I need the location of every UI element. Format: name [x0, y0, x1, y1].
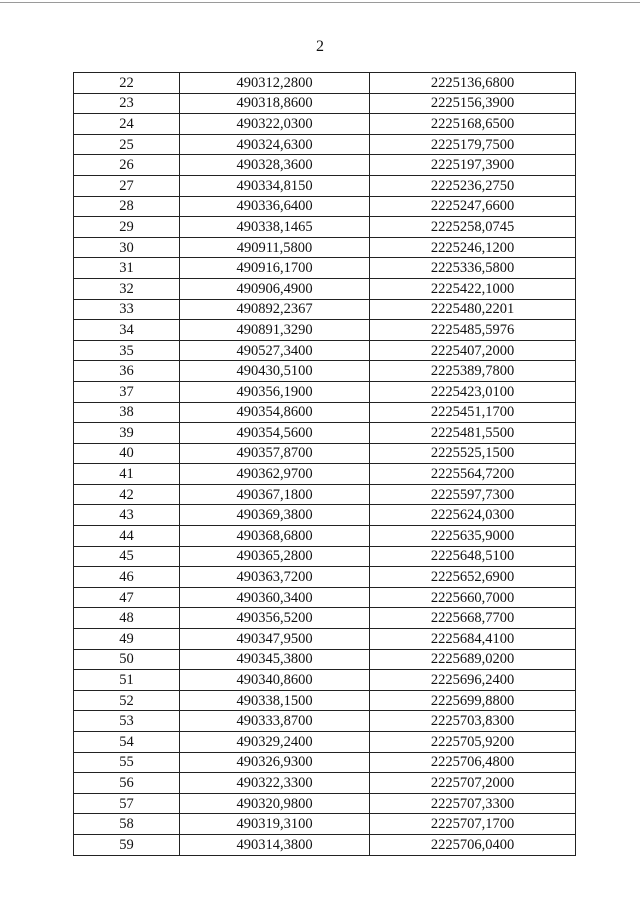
x-coordinate-cell: 490356,5200 [180, 608, 370, 629]
y-coordinate-cell: 2225247,6600 [370, 196, 576, 217]
y-coordinate-cell: 2225423,0100 [370, 381, 576, 402]
x-coordinate-cell: 490329,2400 [180, 732, 370, 753]
x-coordinate-cell: 490354,5600 [180, 423, 370, 444]
table-row [74, 320, 576, 341]
table-row [74, 834, 576, 855]
x-coordinate-cell: 490333,8700 [180, 711, 370, 732]
point-number-cell: 31 [74, 258, 180, 279]
point-number-cell: 53 [74, 711, 180, 732]
x-coordinate-cell: 490324,6300 [180, 134, 370, 155]
x-coordinate-cell: 490365,2800 [180, 546, 370, 567]
table-row [74, 258, 576, 279]
y-coordinate-cell: 2225407,2000 [370, 340, 576, 361]
point-number-cell: 26 [74, 155, 180, 176]
x-coordinate-cell: 490363,7200 [180, 567, 370, 588]
table-row [74, 587, 576, 608]
x-coordinate-cell: 490527,3400 [180, 340, 370, 361]
y-coordinate-cell: 2225389,7800 [370, 361, 576, 382]
y-coordinate-cell: 2225706,0400 [370, 834, 576, 855]
table-row [74, 608, 576, 629]
table-row [74, 443, 576, 464]
point-number-cell: 50 [74, 649, 180, 670]
table-row [74, 175, 576, 196]
x-coordinate-cell: 490338,1465 [180, 217, 370, 238]
table-row [74, 381, 576, 402]
y-coordinate-cell: 2225668,7700 [370, 608, 576, 629]
table-row [74, 196, 576, 217]
point-number-cell: 49 [74, 629, 180, 650]
x-coordinate-cell: 490314,3800 [180, 834, 370, 855]
table-row [74, 464, 576, 485]
x-coordinate-cell: 490430,5100 [180, 361, 370, 382]
table-row [74, 526, 576, 547]
table-row [74, 690, 576, 711]
y-coordinate-cell: 2225705,9200 [370, 732, 576, 753]
x-coordinate-cell: 490891,3290 [180, 320, 370, 341]
x-coordinate-cell: 490916,1700 [180, 258, 370, 279]
y-coordinate-cell: 2225652,6900 [370, 567, 576, 588]
point-number-cell: 34 [74, 320, 180, 341]
table-row [74, 237, 576, 258]
table-row [74, 670, 576, 691]
x-coordinate-cell: 490911,5800 [180, 237, 370, 258]
point-number-cell: 51 [74, 670, 180, 691]
table-row [74, 793, 576, 814]
point-number-cell: 39 [74, 423, 180, 444]
table-row [74, 278, 576, 299]
x-coordinate-cell: 490362,9700 [180, 464, 370, 485]
table-row [74, 629, 576, 650]
table-row [74, 361, 576, 382]
point-number-cell: 32 [74, 278, 180, 299]
y-coordinate-cell: 2225706,4800 [370, 752, 576, 773]
table-row [74, 299, 576, 320]
x-coordinate-cell: 490319,3100 [180, 814, 370, 835]
point-number-cell: 58 [74, 814, 180, 835]
point-number-cell: 41 [74, 464, 180, 485]
table-row [74, 752, 576, 773]
y-coordinate-cell: 2225246,1200 [370, 237, 576, 258]
point-number-cell: 36 [74, 361, 180, 382]
x-coordinate-cell: 490367,1800 [180, 484, 370, 505]
table-row [74, 649, 576, 670]
y-coordinate-cell: 2225703,8300 [370, 711, 576, 732]
point-number-cell: 56 [74, 773, 180, 794]
table-row [74, 93, 576, 114]
point-number-cell: 29 [74, 217, 180, 238]
y-coordinate-cell: 2225689,0200 [370, 649, 576, 670]
x-coordinate-cell: 490322,0300 [180, 114, 370, 135]
x-coordinate-cell: 490356,1900 [180, 381, 370, 402]
x-coordinate-cell: 490334,8150 [180, 175, 370, 196]
x-coordinate-cell: 490312,2800 [180, 73, 370, 94]
page-number: 2 [316, 38, 324, 55]
coordinates-table [73, 72, 576, 856]
x-coordinate-cell: 490326,9300 [180, 752, 370, 773]
x-coordinate-cell: 490345,3800 [180, 649, 370, 670]
y-coordinate-cell: 2225707,1700 [370, 814, 576, 835]
table-row [74, 484, 576, 505]
table-row [74, 73, 576, 94]
table-row [74, 340, 576, 361]
y-coordinate-cell: 2225699,8800 [370, 690, 576, 711]
point-number-cell: 42 [74, 484, 180, 505]
table-row [74, 402, 576, 423]
table-row [74, 505, 576, 526]
table-row [74, 814, 576, 835]
table-row [74, 155, 576, 176]
table-row [74, 134, 576, 155]
x-coordinate-cell: 490354,8600 [180, 402, 370, 423]
point-number-cell: 48 [74, 608, 180, 629]
point-number-cell: 27 [74, 175, 180, 196]
point-number-cell: 55 [74, 752, 180, 773]
point-number-cell: 45 [74, 546, 180, 567]
x-coordinate-cell: 490322,3300 [180, 773, 370, 794]
y-coordinate-cell: 2225156,3900 [370, 93, 576, 114]
y-coordinate-cell: 2225648,5100 [370, 546, 576, 567]
y-coordinate-cell: 2225197,3900 [370, 155, 576, 176]
point-number-cell: 59 [74, 834, 180, 855]
x-coordinate-cell: 490338,1500 [180, 690, 370, 711]
x-coordinate-cell: 490369,3800 [180, 505, 370, 526]
y-coordinate-cell: 2225707,2000 [370, 773, 576, 794]
point-number-cell: 44 [74, 526, 180, 547]
y-coordinate-cell: 2225258,0745 [370, 217, 576, 238]
point-number-cell: 25 [74, 134, 180, 155]
y-coordinate-cell: 2225422,1000 [370, 278, 576, 299]
point-number-cell: 46 [74, 567, 180, 588]
table-row [74, 773, 576, 794]
point-number-cell: 35 [74, 340, 180, 361]
y-coordinate-cell: 2225525,1500 [370, 443, 576, 464]
y-coordinate-cell: 2225696,2400 [370, 670, 576, 691]
y-coordinate-cell: 2225624,0300 [370, 505, 576, 526]
y-coordinate-cell: 2225168,6500 [370, 114, 576, 135]
point-number-cell: 24 [74, 114, 180, 135]
point-number-cell: 37 [74, 381, 180, 402]
x-coordinate-cell: 490328,3600 [180, 155, 370, 176]
y-coordinate-cell: 2225480,2201 [370, 299, 576, 320]
point-number-cell: 57 [74, 793, 180, 814]
point-number-cell: 40 [74, 443, 180, 464]
x-coordinate-cell: 490360,3400 [180, 587, 370, 608]
y-coordinate-cell: 2225136,6800 [370, 73, 576, 94]
y-coordinate-cell: 2225451,1700 [370, 402, 576, 423]
point-number-cell: 54 [74, 732, 180, 753]
x-coordinate-cell: 490318,8600 [180, 93, 370, 114]
point-number-cell: 33 [74, 299, 180, 320]
x-coordinate-cell: 490340,8600 [180, 670, 370, 691]
y-coordinate-cell: 2225660,7000 [370, 587, 576, 608]
point-number-cell: 22 [74, 73, 180, 94]
table-row [74, 114, 576, 135]
top-rule [0, 2, 640, 3]
y-coordinate-cell: 2225485,5976 [370, 320, 576, 341]
x-coordinate-cell: 490368,6800 [180, 526, 370, 547]
point-number-cell: 30 [74, 237, 180, 258]
x-coordinate-cell: 490357,8700 [180, 443, 370, 464]
point-number-cell: 52 [74, 690, 180, 711]
table-row [74, 732, 576, 753]
x-coordinate-cell: 490320,9800 [180, 793, 370, 814]
table-body [74, 73, 576, 856]
point-number-cell: 23 [74, 93, 180, 114]
table-row [74, 217, 576, 238]
y-coordinate-cell: 2225481,5500 [370, 423, 576, 444]
point-number-cell: 43 [74, 505, 180, 526]
x-coordinate-cell: 490336,6400 [180, 196, 370, 217]
point-number-cell: 28 [74, 196, 180, 217]
y-coordinate-cell: 2225635,9000 [370, 526, 576, 547]
table-row [74, 711, 576, 732]
y-coordinate-cell: 2225564,7200 [370, 464, 576, 485]
y-coordinate-cell: 2225179,7500 [370, 134, 576, 155]
point-number-cell: 47 [74, 587, 180, 608]
y-coordinate-cell: 2225684,4100 [370, 629, 576, 650]
x-coordinate-cell: 490347,9500 [180, 629, 370, 650]
y-coordinate-cell: 2225336,5800 [370, 258, 576, 279]
y-coordinate-cell: 2225707,3300 [370, 793, 576, 814]
table-row [74, 546, 576, 567]
x-coordinate-cell: 490892,2367 [180, 299, 370, 320]
y-coordinate-cell: 2225597,7300 [370, 484, 576, 505]
table-row [74, 423, 576, 444]
point-number-cell: 38 [74, 402, 180, 423]
x-coordinate-cell: 490906,4900 [180, 278, 370, 299]
table-row [74, 567, 576, 588]
y-coordinate-cell: 2225236,2750 [370, 175, 576, 196]
